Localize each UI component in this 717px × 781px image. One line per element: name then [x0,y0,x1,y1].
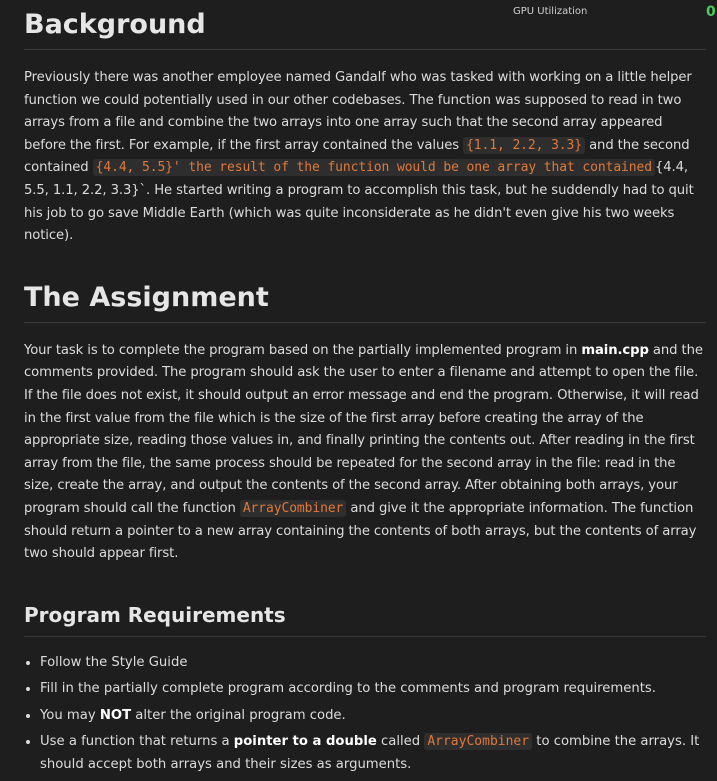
gpu-utilization-value: 0 [706,4,716,20]
array-combiner-code: ArrayCombiner [424,733,532,750]
pointer-emphasis: pointer to a double [233,734,377,750]
example-array-2-code: {4.4, 5.5}' the result of the function would be one array that contained [93,159,655,176]
requirement-text: to combine the arrays. It should accept both arrays and their sizes as arguments. [40,734,700,773]
requirements-heading: Program Requirements [24,602,706,637]
requirement-style-guide: Follow the Style Guide [40,654,188,670]
requirement-text: called [376,734,425,750]
assignment-text-2: and the comments provided. The program should ask the user to enter a filename and attempt to open the file. If the file does not exist, it should output an error message and end the program. Otherwise, it will read in the first value from the file which is the size of the first array before creating the array of the appropriate size, reading those values in, and finally printing the contents out. After reading in the first array from the file, the same process should be repeated for the second array in the file: read in the size, create the array, and output the contents of the second array. After obtaining both arrays, your program should call the function [24,342,703,516]
background-text-3: {4.4, 5.5, 1.1, 2.2, 3.3}`. He started writing a program to accomplish this task, but he suddendly had to quit his job to go save Middle Earth (which was quite inconsiderate as he didn't even give his two weeks notice). [24,160,694,244]
array-combiner-code: ArrayCombiner [240,500,346,517]
example-array-1-code: {1.1, 2.2, 3.3} [463,137,585,154]
background-text-2: and the second contained [24,137,690,176]
requirement-item [40,731,706,776]
requirement-item [40,678,706,701]
background-heading: Background [24,9,706,50]
not-emphasis: NOT [99,707,132,723]
assignment-text-1: Your task is to complete the program based on the partially implemented program in [24,342,582,358]
gpu-utilization-label: GPU Utilization [513,6,588,17]
requirement-fill-program: Fill in the partially complete program according to the comments and program requirements. [40,681,656,697]
assignment-paragraph [24,340,706,566]
requirement-item [40,652,706,675]
requirement-item [40,705,706,728]
main-cpp-filename: main.cpp [581,342,649,358]
requirement-text: alter the original program code. [131,707,346,723]
background-paragraph [24,67,706,248]
document-content [24,0,706,781]
assignment-heading: The Assignment [24,282,706,323]
requirement-text: You may [40,707,100,723]
requirement-text: Use a function that returns a [40,734,234,750]
requirements-list [24,652,706,777]
assignment-text-3: and give it the appropriate information. The function should return a pointer to a new array containing the contents of both arrays, but the contents of array two should appear first. [24,500,697,562]
background-text-1: Previously there was another employee named Gandalf who was tasked with working on a little helper function we could potentially used in our other codebases. The function was supposed to read in two arrays from a file and combine the two arrays into one array such that the second array appeared before the first. For example, if the first array contained the values [24,70,692,153]
